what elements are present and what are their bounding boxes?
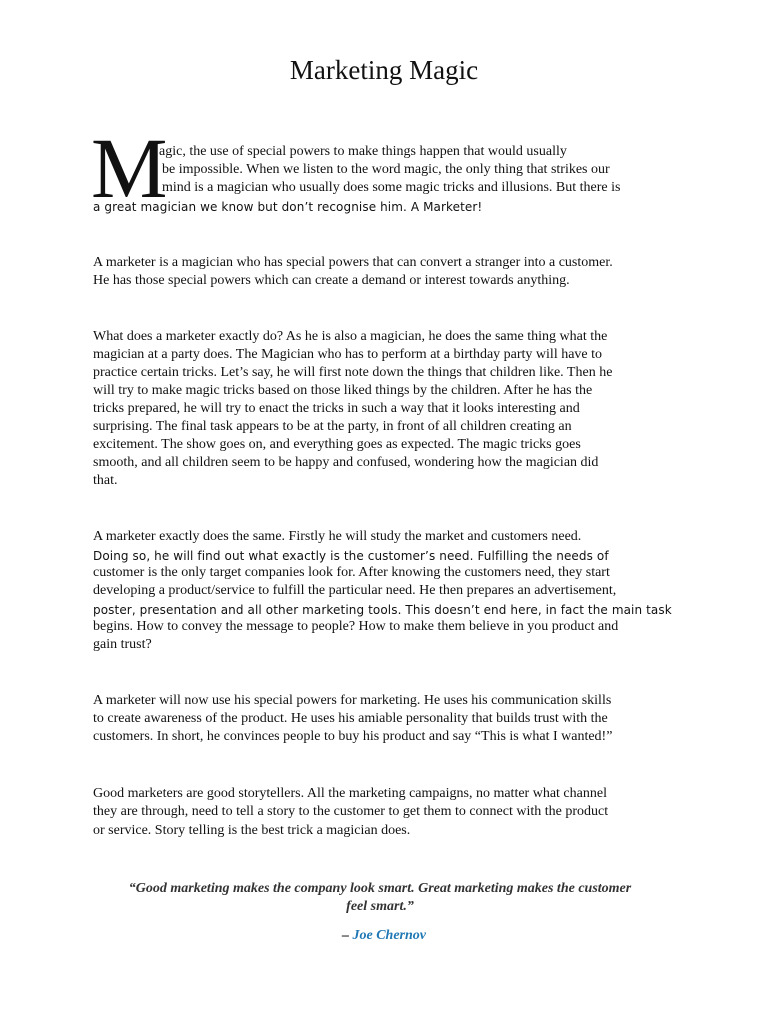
paragraph-4-line-5: poster, presentation and all other marketing tools. This doesn’t end here, in fact the main task [93, 603, 672, 617]
attribution-dash: – [342, 928, 353, 943]
paragraph-3-line-7: excitement. The show goes on, and everything goes as expected. The magic tricks goes [93, 437, 581, 452]
quote-line-2: feel smart.” [346, 899, 414, 914]
paragraph-1-line-2: be impossible. When we listen to the word magic, the only thing that strikes our [162, 162, 610, 177]
paragraph-5-line-3: customers. In short, he convinces people to buy his product and say “This is what I wanted!” [93, 729, 613, 744]
paragraph-4-line-2: Doing so, he will find out what exactly is the customer’s need. Fulfilling the needs of [93, 549, 609, 563]
paragraph-3-line-4: will try to make magic tricks based on those liked things by the children. After he has the [93, 383, 593, 398]
paragraph-6-line-1: Good marketers are good storytellers. All the marketing campaigns, no matter what channel [93, 786, 607, 801]
author-name: Joe Chernov [352, 928, 426, 943]
paragraph-1-line-1: agic, the use of special powers to make things happen that would usually [159, 144, 567, 159]
drop-cap-letter: M [91, 120, 168, 216]
paragraph-4-line-3: customer is the only target companies look for. After knowing the customers need, they start [93, 565, 610, 580]
paragraph-6-line-3: or service. Story telling is the best trick a magician does. [93, 823, 411, 838]
paragraph-4-line-4: developing a product/service to fulfill the particular need. He then prepares an advertisement, [93, 583, 617, 598]
paragraph-6-line-2: they are through, need to tell a story to the customer to get them to connect with the product [93, 804, 609, 819]
paragraph-4-line-6: begins. How to convey the message to people? How to make them believe in you product and [93, 619, 619, 634]
paragraph-5-line-2: to create awareness of the product. He uses his amiable personality that builds trust with the [93, 711, 608, 726]
paragraph-2-line-2: He has those special powers which can create a demand or interest towards anything. [93, 273, 570, 288]
paragraph-3-line-8: smooth, and all children seem to be happy and confused, wondering how the magician did [93, 455, 599, 470]
quote-line-1: “Good marketing makes the company look smart. Great marketing makes the customer [128, 881, 632, 896]
page-title: Marketing Magic [289, 55, 479, 85]
paragraph-4-line-7: gain trust? [93, 637, 152, 652]
paragraph-3-line-6: surprising. The final task appears to be at the party, in front of all children creating an [93, 419, 572, 434]
paragraph-3-line-5: tricks prepared, he will try to enact the tricks in such a way that it looks interesting and [93, 401, 580, 416]
paragraph-4-line-1: A marketer exactly does the same. Firstly he will study the market and customers need. [93, 529, 582, 544]
paragraph-5-line-1: A marketer will now use his special powers for marketing. He uses his communication skills [93, 693, 612, 708]
paragraph-3-line-9: that. [93, 473, 118, 488]
paragraph-3-line-1: What does a marketer exactly do? As he is also a magician, he does the same thing what the [93, 329, 608, 344]
paragraph-1-line-3: mind is a magician who usually does some magic tricks and illusions. But there is [162, 180, 621, 195]
paragraph-3-line-2: magician at a party does. The Magician who has to perform at a birthday party will have to [93, 347, 603, 362]
quote-attribution [0, 927, 768, 945]
paragraph-3-line-3: practice certain tricks. Let’s say, he will first note down the things that children like. Then he [93, 365, 613, 380]
paragraph-2-line-1: A marketer is a magician who has special powers that can convert a stranger into a customer. [93, 255, 613, 270]
paragraph-1-line-4: a great magician we know but don’t recognise him. A Marketer! [93, 200, 483, 214]
